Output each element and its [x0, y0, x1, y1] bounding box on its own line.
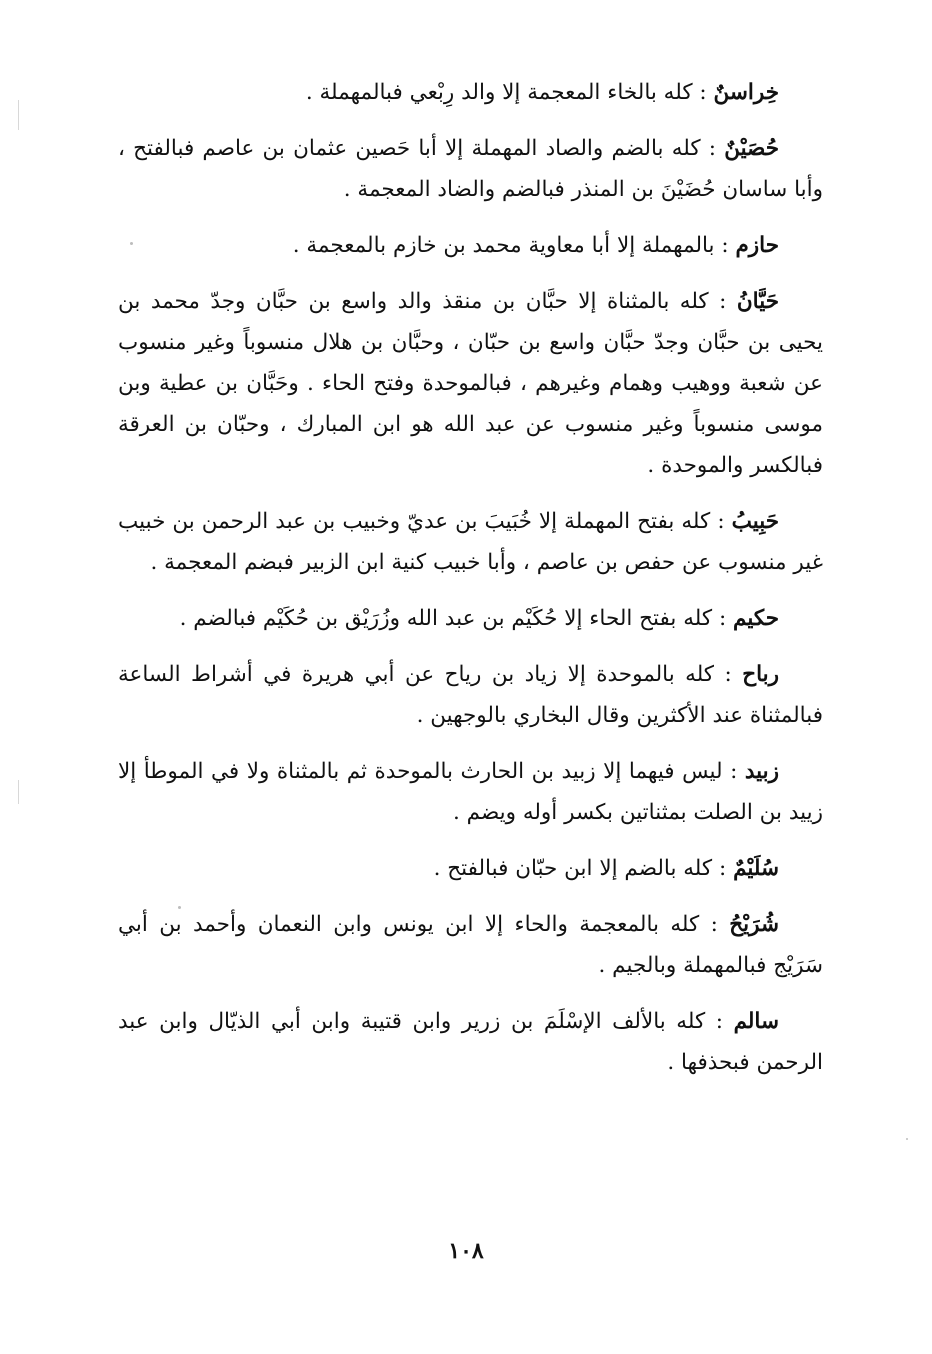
entry-headword: حُصَيْنٌ: [724, 136, 779, 161]
entry-headword: زبيد: [744, 759, 779, 784]
entry-paragraph: [118, 654, 823, 736]
entry-text: : كله بالموحدة إلا زياد بن رياح عن أبي هريرة في أشراط الساعة فبالمثناة عند الأكثرين وقال البخاري بالوجهين .: [118, 662, 823, 728]
scan-edge-mark: [18, 100, 19, 130]
entry-headword: حازم: [735, 233, 779, 258]
entry-headword: خِراسنٌ: [713, 80, 779, 105]
entry-text: : كله بالألف الإسْلَمَ بن زرير وابن قتيبة وابن أبي الذيّال وابن عبد الرحمن فبحذفها .: [118, 1009, 823, 1075]
entry-headword: شُرَيْحُ: [729, 912, 779, 937]
entry-text: : كله بالضم والصاد المهملة إلا أبا حَصين عثمان بن عاصم فبالفتح ، وأبا ساسان حُضَيْنَ بن المنذر فبالضم والضاد المعجمة .: [118, 136, 823, 202]
entry-paragraph: [118, 1001, 823, 1083]
entry-text: : بالمهملة إلا أبا معاوية محمد بن خازم بالمعجمة .: [292, 233, 736, 258]
page-number: ١٠٨: [448, 1238, 484, 1264]
entry-text: : كله بالمعجمة والحاء إلا ابن يونس وابن النعمان وأحمد بن أبي سَرَيْج فبالمهملة وبالجيم .: [118, 912, 823, 978]
entry-text: : ليس فيهما إلا زبيد بن الحارث بالموحدة ثم بالمثناة ولا في الموطأ إلا زييد بن الصلت بمثناتين بكسر أوله ويضم .: [118, 759, 823, 825]
entry-paragraph: [118, 225, 823, 266]
entry-text: : كله بفتح المهملة إلا خُبَيبَ بن عديّ وخبيب بن عبد الرحمن بن خبيب غير منسوب عن حفص بن عاصم ، وأبا خبيب كنية ابن الزبير فبضم المعجمة .: [118, 509, 823, 575]
entry-paragraph: [118, 281, 823, 486]
scan-speck: [906, 1138, 908, 1140]
entry-text: : كله بفتح الحاء إلا حُكَيْم بن عبد الله وزُرَيْق بن حُكَيْم فبالضم .: [179, 606, 734, 631]
entry-paragraph: [118, 128, 823, 210]
entry-headword: سُلَيْمٌ: [733, 856, 779, 881]
entry-text: : كله بالخاء المعجمة إلا والد رِبْعي فبالمهملة .: [305, 80, 714, 105]
entry-headword: حَيَّانُ: [736, 289, 779, 314]
entry-paragraph: [118, 72, 823, 113]
main-text: [118, 72, 823, 1098]
entry-headword: رباح: [742, 662, 779, 687]
entry-paragraph: [118, 904, 823, 986]
entry-paragraph: [118, 751, 823, 833]
scan-edge-mark: [18, 780, 19, 804]
entry-text: : كله بالضم إلا ابن حبّان فبالفتح .: [433, 856, 734, 881]
entry-paragraph: [118, 848, 823, 889]
entry-headword: حَبِيبُ: [731, 509, 779, 534]
entry-text: : كله بالمثناة إلا حبَّان بن منقذ والد واسع بن حبَّان وجدّ محمد بن يحيى بن حبَّان وجدّ حبَّان واسع بن حبّان ، وحبَّان بن هلال منسوباً وغير منسوب عن شعبة ووهيب وهمام وغيرهم ، فبالموحدة وفتح الحاء . وحَبَّان بن عطية وبن موسى منسوباً وغير منسوب عن عبد الله هو ابن المبارك ، وحبّان بن العرقة فبالكسر والموحدة .: [118, 289, 823, 478]
entry-headword: حكيم: [733, 606, 779, 631]
entry-headword: سالم: [733, 1009, 779, 1034]
entry-paragraph: [118, 501, 823, 583]
entry-paragraph: [118, 598, 823, 639]
